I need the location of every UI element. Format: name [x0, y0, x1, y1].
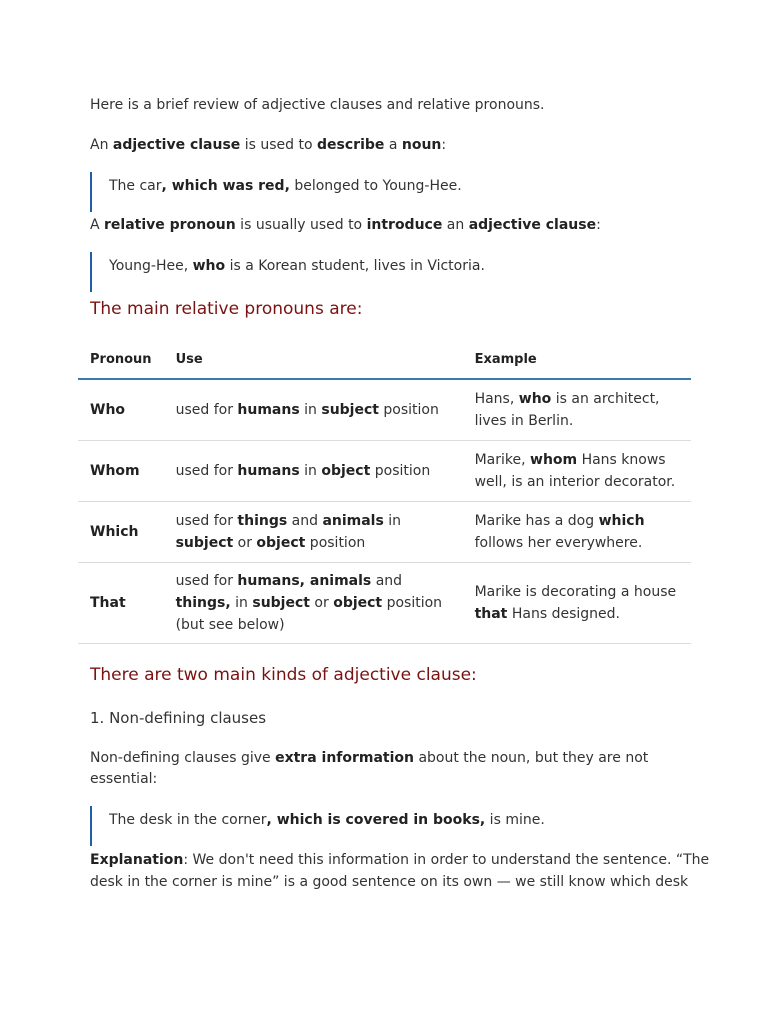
example-quote-3: [90, 806, 545, 846]
example-sentence-2: Young-Hee, who is a Korean student, lives in Victoria.: [109, 258, 485, 274]
section-heading-kinds: There are two main kinds of adjective clause:: [90, 665, 477, 685]
pronoun-table: [78, 340, 691, 644]
use-cell: used for humans, animals and things, in subject or object position (but see below): [175, 573, 443, 633]
example-cell: Marike is decorating a house that Hans designed.: [474, 584, 677, 622]
table-header-row: [78, 340, 691, 379]
column-header-use: Use: [164, 340, 463, 379]
pronoun-cell: Which: [90, 524, 139, 540]
example-quote-1: [90, 172, 462, 212]
example-cell: Hans, who is an architect, lives in Berlin.: [474, 391, 660, 429]
non-defining-paragraph-line-2: essential:: [90, 771, 158, 787]
pronoun-cell: Whom: [90, 463, 140, 479]
explanation-line-1: Explanation: We don't need this information in order to understand the sentence. “The: [90, 852, 710, 868]
table-row: [78, 502, 691, 563]
example-cell: Marike has a dog which follows her everywhere.: [474, 513, 645, 551]
use-cell: used for humans in object position: [175, 463, 431, 479]
subheading-non-defining: 1. Non-defining clauses: [90, 709, 267, 727]
intro-paragraph: Here is a brief review of adjective clauses and relative pronouns.: [90, 97, 545, 113]
non-defining-paragraph-line-1: Non-defining clauses give extra information about the noun, but they are not: [90, 750, 649, 766]
table-row: [78, 563, 691, 644]
example-quote-2: [90, 252, 485, 292]
column-header-pronoun: Pronoun: [78, 340, 164, 379]
example-sentence-1: The car, which was red, belonged to Young-Hee.: [109, 178, 462, 194]
pronoun-cell: That: [90, 595, 126, 611]
use-cell: used for humans in subject position: [175, 402, 439, 418]
pronoun-cell: Who: [90, 402, 126, 418]
explanation-line-2: desk in the corner is mine” is a good sentence on its own — we still know which desk: [90, 874, 689, 890]
use-cell: used for things and animals in subject or object position: [175, 513, 402, 551]
relative-pronoun-definition: A relative pronoun is usually used to introduce an adjective clause:: [90, 217, 601, 233]
example-cell: Marike, whom Hans knows well, is an interior decorator.: [474, 452, 676, 490]
column-header-example: Example: [463, 340, 691, 379]
section-heading-pronouns: The main relative pronouns are:: [90, 299, 363, 319]
adjective-clause-definition: An adjective clause is used to describe a noun:: [90, 137, 447, 153]
table-row: [78, 441, 691, 502]
example-sentence-3: The desk in the corner, which is covered in books, is mine.: [109, 812, 545, 828]
table-row: [78, 379, 691, 441]
